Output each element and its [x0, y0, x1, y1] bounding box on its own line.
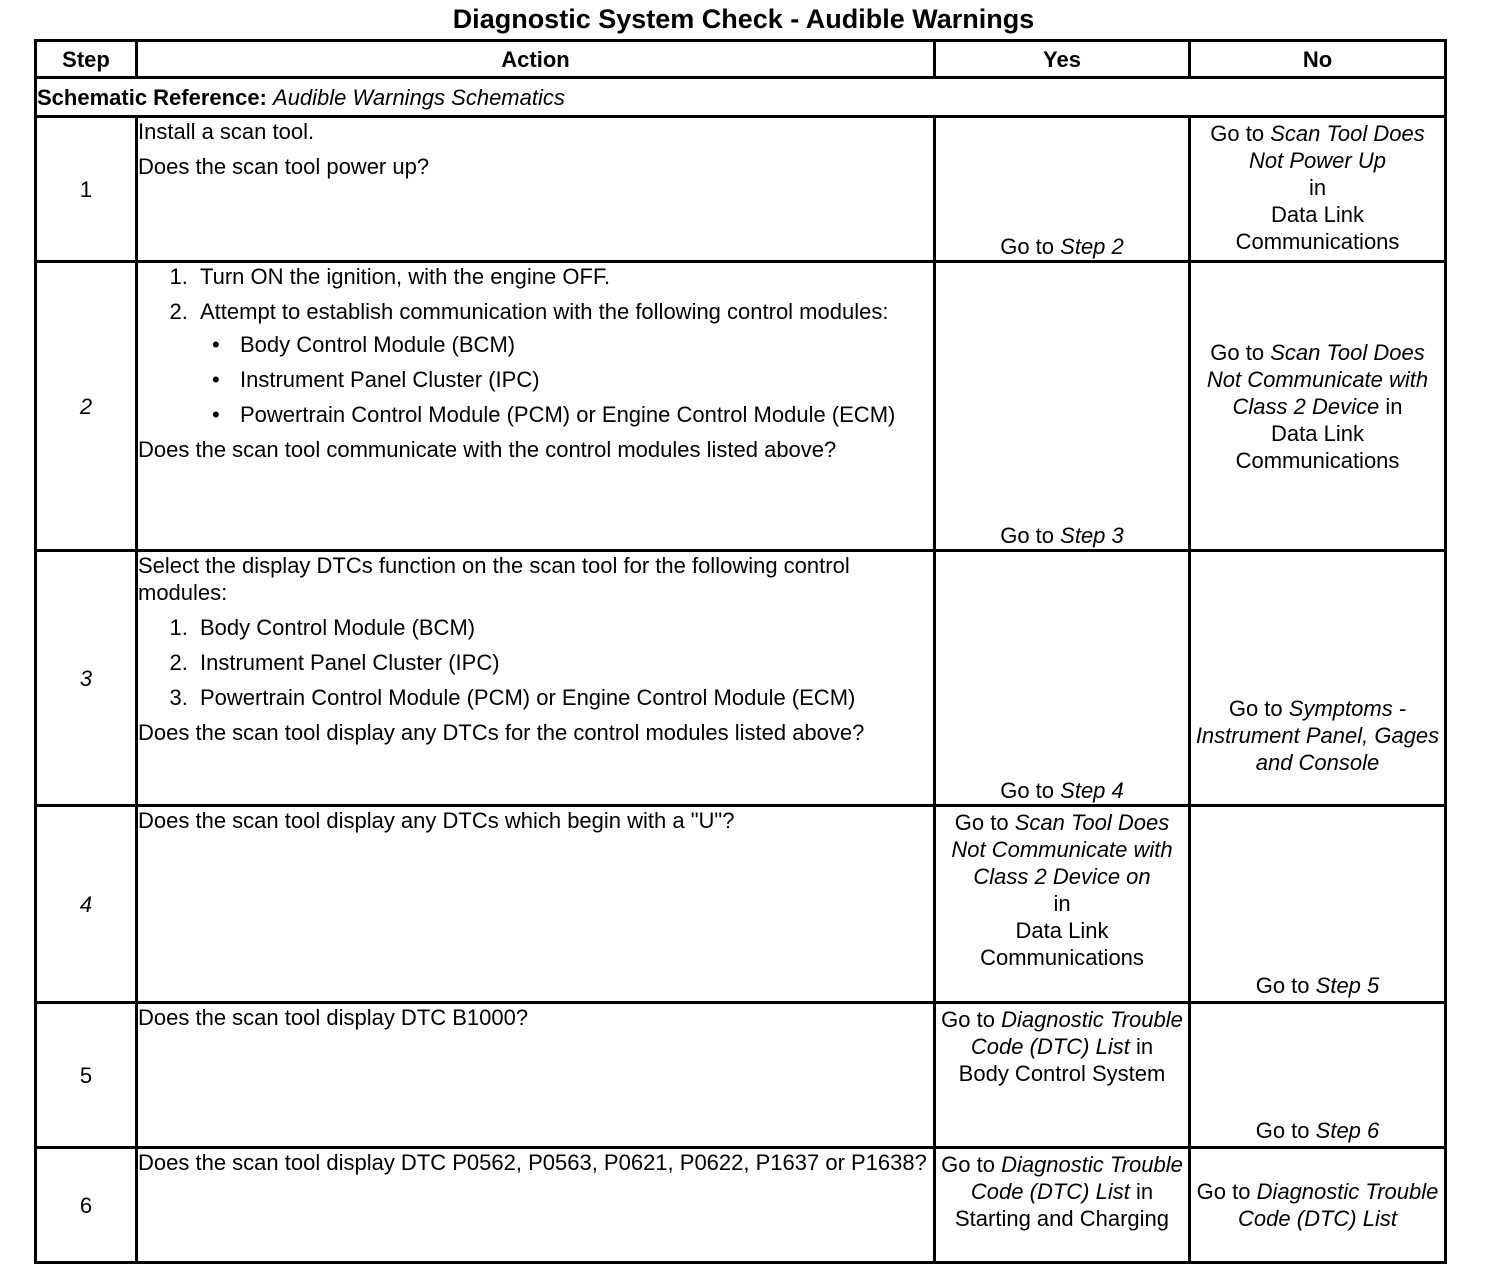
no-goto: Go to [1255, 1118, 1310, 1143]
diagnostic-table [34, 39, 1447, 1264]
step-number: 4 [36, 806, 137, 1003]
no-link[interactable]: Diagnostic Trouble Code (DTC) List [1238, 1179, 1439, 1231]
module-item: • Body Control Module (BCM) [234, 331, 933, 358]
action-question: Does the scan tool display DTC P0562, P0563, P0621, P0622, P1637 or P1638? [138, 1150, 927, 1175]
yes-goto: Go to [1000, 778, 1055, 803]
schematic-reference [36, 78, 1446, 117]
step-number: 2 [36, 262, 137, 551]
no-link[interactable]: Scan Tool Does Not Communicate with Class 2 Device [1206, 339, 1429, 419]
action-question: Does the scan tool display any DTCs which begin with a "U"? [138, 808, 735, 833]
yes-link[interactable]: Scan Tool Does Not Communicate with Class 2 Device on [951, 810, 1173, 889]
yes-ref: Body Control System [958, 1061, 1166, 1086]
yes-in: in [1135, 1034, 1154, 1059]
action-cell [137, 117, 935, 262]
table-row [36, 117, 1446, 262]
yes-link[interactable]: Step 2 [1060, 234, 1124, 259]
step-number: 3 [36, 551, 137, 806]
no-link[interactable]: Scan Tool Does Not Power Up [1249, 121, 1425, 173]
action-cell [137, 1148, 935, 1263]
yes-link[interactable]: Step 4 [1060, 778, 1124, 803]
action-question: Does the scan tool display DTC B1000? [138, 1005, 529, 1030]
yes-goto: Go to [941, 1007, 995, 1032]
header-action: Action [137, 41, 935, 78]
no-goto: Go to [1196, 1179, 1251, 1204]
yes-in: in [1135, 1179, 1154, 1204]
yes-link[interactable]: Step 3 [1060, 523, 1124, 548]
table-row [36, 262, 1446, 551]
action-steps [138, 614, 933, 711]
no-link[interactable]: Step 5 [1315, 973, 1380, 998]
module-list [200, 331, 933, 428]
yes-goto: Go to [941, 1152, 995, 1177]
no-goto: Go to [1255, 973, 1310, 998]
yes-link[interactable]: Diagnostic Trouble Code (DTC) List [970, 1152, 1183, 1204]
yes-cell [935, 1148, 1190, 1263]
action-cell [137, 551, 935, 806]
header-row [36, 41, 1446, 78]
yes-in: in [1053, 891, 1071, 916]
step-number: 6 [36, 1148, 137, 1263]
action-question: Does the scan tool power up? [138, 154, 430, 179]
no-in: in [1308, 175, 1327, 200]
action-step-text: Attempt to establish communication with the following control modules: [200, 299, 889, 324]
no-cell [1190, 806, 1446, 1003]
action-step: 1. Body Control Module (BCM) [194, 614, 933, 641]
yes-cell [935, 117, 1190, 262]
yes-goto: Go to [1000, 523, 1055, 548]
table-row [36, 1148, 1446, 1263]
schematic-reference-row [36, 78, 1446, 117]
no-cell [1190, 1148, 1446, 1263]
no-cell [1190, 117, 1446, 262]
module-item: • Powertrain Control Module (PCM) or Engine Control Module (ECM) [234, 401, 933, 428]
yes-link[interactable]: Diagnostic Trouble Code (DTC) List [970, 1007, 1183, 1059]
action-cell [137, 806, 935, 1003]
action-step: 2. Instrument Panel Cluster (IPC) [194, 649, 933, 676]
action-steps [138, 263, 933, 428]
yes-ref: Data Link Communications [980, 918, 1144, 970]
action-cell [137, 262, 935, 551]
no-cell [1190, 551, 1446, 806]
action-question: Does the scan tool communicate with the control modules listed above? [138, 437, 837, 462]
no-in: in [1385, 393, 1403, 419]
step-number: 5 [36, 1003, 137, 1148]
header-step: Step [36, 41, 137, 78]
table-row [36, 806, 1446, 1003]
no-cell [1190, 1003, 1446, 1148]
action-cell [137, 1003, 935, 1148]
no-goto: Go to [1228, 696, 1283, 721]
page-title: Diagnostic System Check - Audible Warnings [452, 4, 1035, 34]
no-link[interactable]: Step 6 [1315, 1118, 1380, 1143]
yes-goto: Go to [954, 810, 1009, 835]
table-row [36, 551, 1446, 806]
no-ref: Data Link Communications [1235, 420, 1400, 473]
action-step: 3. Powertrain Control Module (PCM) or Engine Control Module (ECM) [194, 684, 933, 711]
schematic-reference-link[interactable]: Audible Warnings Schematics [273, 84, 565, 110]
table-row [36, 1003, 1446, 1148]
schematic-reference-label: Schematic Reference: [37, 84, 267, 110]
no-cell [1190, 262, 1446, 551]
action-text: Select the display DTCs function on the scan tool for the following control modules: [138, 553, 850, 605]
module-item: • Instrument Panel Cluster (IPC) [234, 366, 933, 393]
action-step: 1. Turn ON the ignition, with the engine OFF. [194, 263, 933, 290]
yes-cell [935, 262, 1190, 551]
yes-cell [935, 806, 1190, 1003]
action-text: Install a scan tool. [138, 119, 315, 144]
action-question: Does the scan tool display any DTCs for the control modules listed above? [138, 720, 865, 745]
yes-cell [935, 1003, 1190, 1148]
no-ref: Data Link Communications [1235, 202, 1400, 254]
yes-cell [935, 551, 1190, 806]
no-link[interactable]: Symptoms - Instrument Panel, Gages and Console [1195, 696, 1440, 775]
no-goto: Go to [1210, 339, 1265, 365]
no-goto: Go to [1210, 121, 1265, 146]
yes-ref: Starting and Charging [954, 1206, 1170, 1231]
header-no: No [1190, 41, 1446, 78]
step-number: 1 [36, 117, 137, 262]
action-step [194, 298, 933, 428]
yes-goto: Go to [1000, 234, 1055, 259]
header-yes: Yes [935, 41, 1190, 78]
